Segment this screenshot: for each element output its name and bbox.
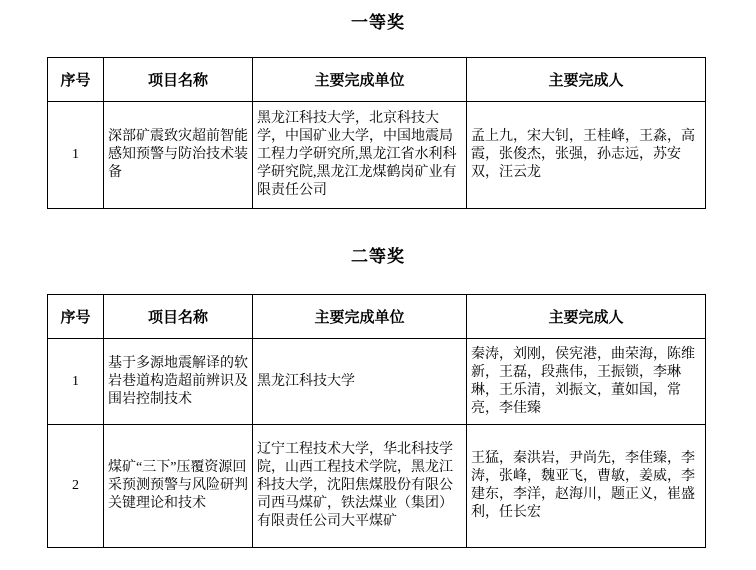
- table-row: [48, 102, 706, 209]
- cell-people: 孟上九，宋大钊，王桂峰，王淼，高霞，张俊杰，张强，孙志远，苏安双，汪云龙: [467, 102, 706, 209]
- cell-index: 2: [48, 425, 104, 548]
- header-main-people: 主要完成人: [467, 58, 706, 102]
- section-first-prize: [0, 13, 756, 209]
- cell-people: 秦涛，刘刚，侯宪港，曲荣海，陈维新，王磊，段燕伟，王振锁，李琳琳，王乐清，刘振文，董如国，常亮，李佳臻: [467, 339, 706, 425]
- second-prize-title: 二等奖: [351, 247, 405, 266]
- first-prize-title: 一等奖: [351, 13, 405, 32]
- cell-project: 深部矿震致灾超前智能感知预警与防治技术装备: [104, 102, 253, 209]
- table-row: [48, 339, 706, 425]
- header-main-units: 主要完成单位: [253, 295, 467, 339]
- cell-index: 1: [48, 102, 104, 209]
- second-prize-table: [47, 294, 706, 548]
- cell-people: 王猛，秦洪岩，尹尚先，李佳臻，李涛，张峰，魏亚飞，曹敏，姜威，李建东，李洋，赵海川，题正义，崔盛利，任长宏: [467, 425, 706, 548]
- header-project-name: 项目名称: [104, 295, 253, 339]
- header-index: 序号: [48, 295, 104, 339]
- section-second-prize: [0, 247, 756, 548]
- header-main-people: 主要完成人: [467, 295, 706, 339]
- table-row: [48, 425, 706, 548]
- header-main-units: 主要完成单位: [253, 58, 467, 102]
- cell-units: 黑龙江科技大学，北京科技大学，中国矿业大学，中国地震局工程力学研究所,黑龙江省水利科学研究院,黑龙江龙煤鹤岗矿业有限责任公司: [253, 102, 467, 209]
- table-header-row: [48, 295, 706, 339]
- cell-units: 黑龙江科技大学: [253, 339, 467, 425]
- first-prize-table: [47, 57, 706, 209]
- header-project-name: 项目名称: [104, 58, 253, 102]
- cell-project: 基于多源地震解译的软岩巷道构造超前辨识及围岩控制技术: [104, 339, 253, 425]
- cell-index: 1: [48, 339, 104, 425]
- table-header-row: [48, 58, 706, 102]
- cell-project: 煤矿“三下”压覆资源回采预测预警与风险研判关键理论和技术: [104, 425, 253, 548]
- header-index: 序号: [48, 58, 104, 102]
- cell-units: 辽宁工程技术大学，华北科技学院，山西工程技术学院，黑龙江科技大学，沈阳焦煤股份有限公司西马煤矿，铁法煤业（集团）有限责任公司大平煤矿: [253, 425, 467, 548]
